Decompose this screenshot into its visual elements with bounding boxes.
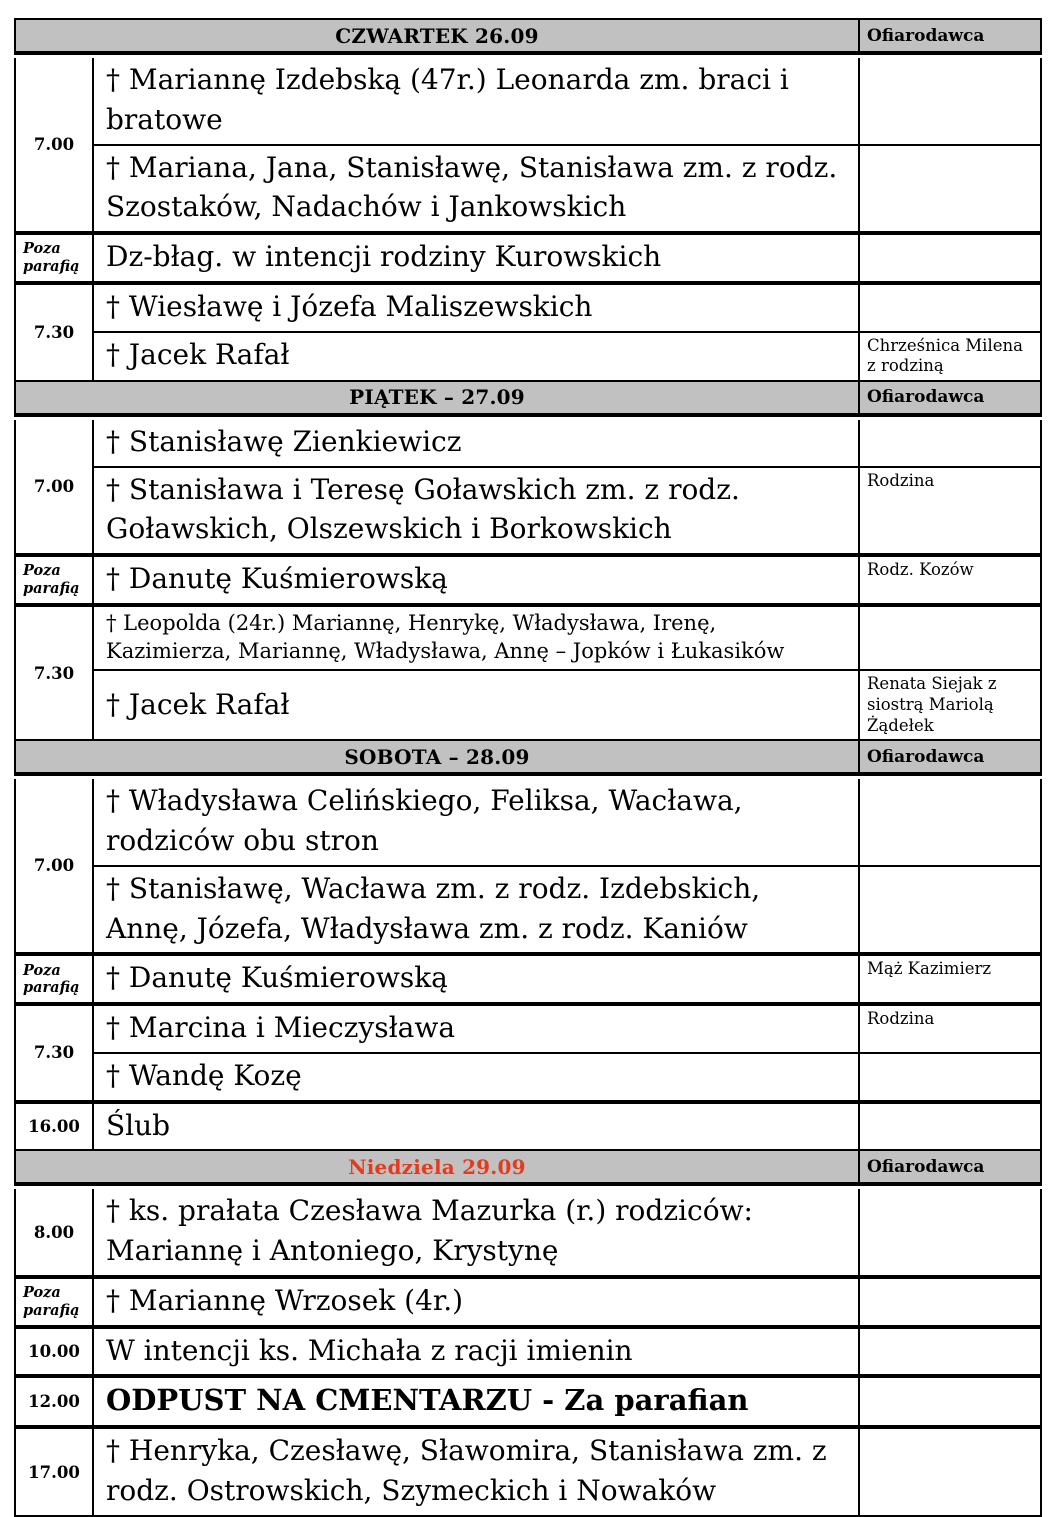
donor-cell	[858, 285, 1040, 331]
intention-text: Ślub	[106, 1108, 171, 1142]
intention-text: † Stanisławę, Wacława zm. z rodz. Izdebskich, Annę, Józefa, Władysława zm. z rodz. Kaniów	[94, 865, 858, 953]
time-label-poza-parafia: Poza parafią	[16, 1279, 94, 1325]
time-group-poza-parafia	[14, 557, 1042, 607]
donor-cell	[858, 1052, 1040, 1100]
section-czwartek	[14, 18, 1042, 380]
time-label: 12.00	[16, 1378, 94, 1425]
donor-cell	[858, 1189, 1040, 1275]
donor-cell: Mąż Kazimierz	[858, 956, 1040, 1002]
time-label: 7.00	[16, 420, 94, 553]
section-sobota	[14, 739, 1042, 1149]
donor-cell	[858, 1329, 1040, 1375]
time-group-8-00	[14, 1189, 1042, 1279]
intention-text: † Marcina i Mieczysława	[106, 1011, 456, 1045]
donor-column-header: Ofiarodawca	[858, 741, 1040, 772]
time-label: 7.30	[16, 607, 94, 740]
time-group-7-00	[14, 420, 1042, 557]
donor-cell: Chrześnica Milena z rodziną	[858, 331, 1040, 380]
time-label-poza-parafia: Poza parafią	[16, 235, 94, 281]
donor-cell	[858, 144, 1040, 232]
day-title: PIĄTEK – 27.09	[349, 385, 525, 410]
intention-text: Dz-błag. w intencji rodziny Kurowskich	[106, 240, 662, 273]
time-label: 16.00	[16, 1104, 94, 1150]
day-title: SOBOTA – 28.09	[344, 744, 530, 769]
day-title: CZWARTEK 26.09	[335, 23, 539, 48]
section-niedziela	[14, 1149, 1042, 1517]
time-group-7-30	[14, 607, 1042, 740]
intention-text: † Mariannę Wrzosek (4r.)	[106, 1283, 464, 1317]
intention-text: † Danutę Kuśmierowską	[106, 562, 448, 595]
time-label: 10.00	[16, 1329, 94, 1375]
time-group-poza-parafia	[14, 956, 1042, 1006]
donor-cell	[858, 779, 1040, 865]
donor-cell: Rodz. Kozów	[858, 557, 1040, 603]
time-group-7-30	[14, 285, 1042, 380]
time-label: 7.30	[16, 285, 94, 380]
donor-column-header: Ofiarodawca	[858, 20, 1040, 51]
time-group-7-00	[14, 779, 1042, 956]
donor-cell	[858, 420, 1040, 466]
intention-text: † ks. prałata Czesława Mazurka (r.) rodziców: Mariannę i Antoniego, Krystynę	[106, 1194, 753, 1268]
time-label: 7.00	[16, 779, 94, 952]
donor-cell	[858, 1429, 1040, 1515]
intention-text: † Mariannę Izdebską (47r.) Leonarda zm. braci i bratowe	[106, 63, 789, 136]
time-group-16-00	[14, 1104, 1042, 1150]
section-piatek	[14, 380, 1042, 740]
time-group-7-30	[14, 1006, 1042, 1104]
donor-cell	[858, 1104, 1040, 1150]
donor-column-header: Ofiarodawca	[858, 382, 1040, 413]
intention-text: W intencji ks. Michała z racji imienin	[106, 1333, 633, 1367]
intention-text: † Wiesławę i Józefa Maliszewskich	[106, 289, 593, 323]
time-group-poza-parafia	[14, 1279, 1042, 1329]
day-header	[14, 739, 1042, 776]
donor-cell: Renata Siejak z siostrą Mariolą Żądełek	[858, 669, 1040, 739]
intention-text: † Leopolda (24r.) Mariannę, Henrykę, Władysława, Irenę, Kazimierza, Mariannę, Władysława, Annę – Jopków i Łukasików	[106, 610, 785, 664]
donor-cell	[858, 58, 1040, 144]
time-label-poza-parafia: Poza parafią	[16, 956, 94, 1002]
donor-cell	[858, 865, 1040, 953]
intention-text: † Jacek Rafał	[94, 669, 858, 739]
donor-cell	[858, 235, 1040, 281]
intention-text: † Jacek Rafał	[94, 331, 858, 380]
intention-text-odpust: ODPUST NA CMENTARZU - Za parafian	[106, 1383, 749, 1418]
time-group-poza-parafia	[14, 235, 1042, 285]
intention-text: † Danutę Kuśmierowską	[106, 961, 448, 995]
time-label: 7.30	[16, 1006, 94, 1100]
mass-intentions-schedule	[14, 18, 1042, 1517]
intention-text: † Stanisława i Teresę Goławskich zm. z rodz. Goławskich, Olszewskich i Borkowskich	[94, 466, 858, 554]
donor-cell: Rodzina	[858, 1006, 1040, 1052]
time-group-10-00	[14, 1329, 1042, 1379]
time-label: 17.00	[16, 1429, 94, 1515]
intention-text: † Wandę Kozę	[94, 1052, 858, 1100]
time-label: 7.00	[16, 58, 94, 231]
day-header	[14, 1149, 1042, 1186]
donor-cell	[858, 1279, 1040, 1325]
intention-text: † Stanisławę Zienkiewicz	[106, 424, 462, 458]
time-group-17-00	[14, 1429, 1042, 1517]
day-title-sunday: Niedziela 29.09	[348, 1154, 526, 1179]
donor-cell	[858, 607, 1040, 670]
intention-text: † Mariana, Jana, Stanisławę, Stanisława zm. z rodz. Szostaków, Nadachów i Jankowskich	[94, 144, 858, 232]
day-header	[14, 18, 1042, 55]
intention-text: † Władysława Celińskiego, Feliksa, Wacława, rodziców obu stron	[106, 784, 743, 858]
donor-cell	[858, 1378, 1040, 1425]
intention-text: † Henryka, Czesławę, Sławomira, Stanisława zm. z rodz. Ostrowskich, Szymeckich i Nowaków	[106, 1434, 827, 1508]
day-header	[14, 380, 1042, 417]
time-group-12-00	[14, 1378, 1042, 1429]
time-group-7-00	[14, 58, 1042, 235]
donor-column-header: Ofiarodawca	[858, 1151, 1040, 1182]
donor-cell: Rodzina	[858, 466, 1040, 554]
time-label-poza-parafia: Poza parafią	[16, 557, 94, 603]
time-label: 8.00	[16, 1189, 94, 1275]
